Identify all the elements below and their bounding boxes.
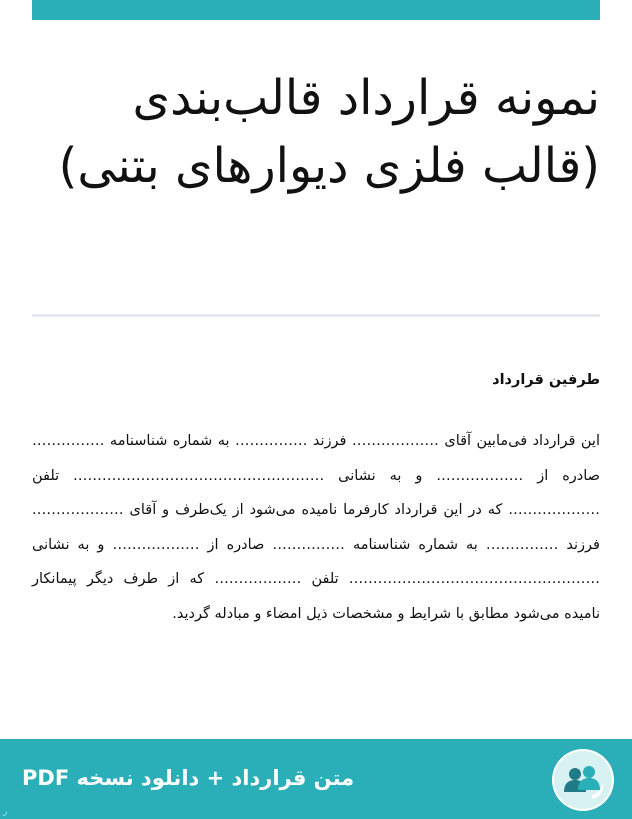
section-heading: طرفین قرارداد — [492, 372, 600, 388]
download-banner[interactable] — [0, 739, 632, 819]
top-accent-bar — [32, 0, 600, 20]
corner-glyph: ر — [3, 807, 8, 817]
contract-parties-paragraph: این قرارداد فی‌مابین آقای ……………… فرزند …………… به شماره شناسنامه …………… صادره از ……………… و به نشانی ……………………………………………. تلفن ………………. که در این قرارداد کارفرما نامیده می‌شود از یک‌طرف و آقای ………………. فرزند …………… به شماره شناسنامه …………… صادره از ……………… و به نشانی ……………………………………………. تلفن ……………… که از طرف دیگر پیمانکار نامیده می‌شود مطابق با شرایط و مشخصات ذیل امضاء و مبادله گردید. — [32, 433, 600, 622]
title-divider — [32, 314, 600, 317]
download-banner-text[interactable]: متن قرارداد + دانلود نسخه PDF — [22, 766, 355, 790]
page-title: نمونه قرارداد قالب‌بندی (قالب فلزی دیوارهای بتنی) — [58, 70, 600, 194]
users-logo-icon — [552, 749, 614, 811]
